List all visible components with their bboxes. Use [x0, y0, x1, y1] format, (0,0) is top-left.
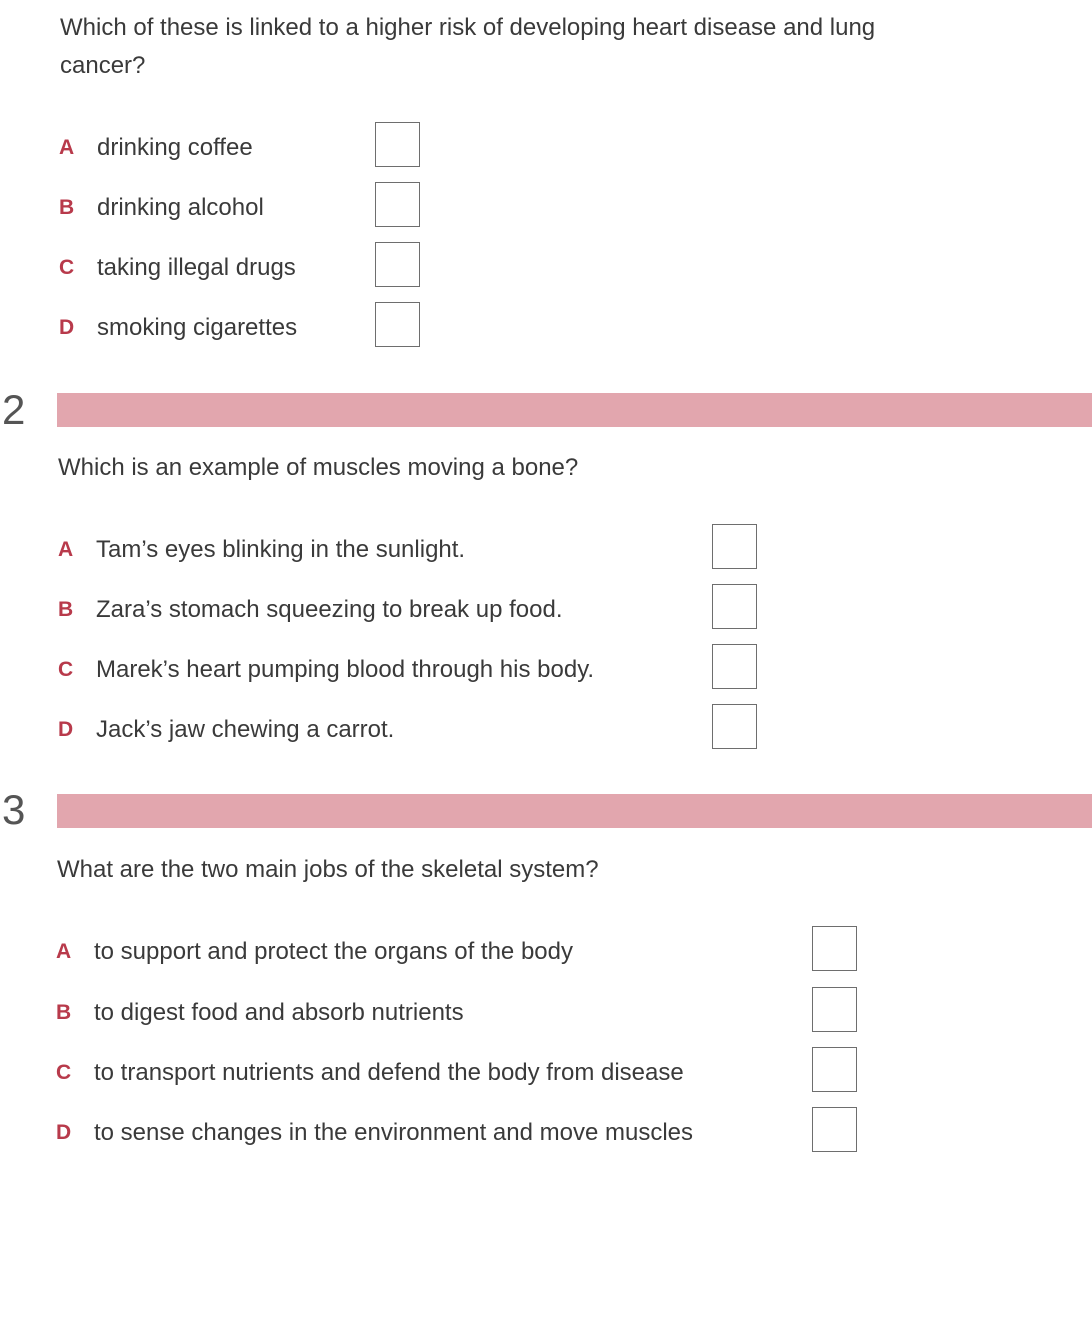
question-3-option-c-text: to transport nutrients and defend the body from disease: [94, 1059, 684, 1086]
question-2-option-a-checkbox[interactable]: [712, 524, 757, 569]
question-1-option-c-letter: C: [59, 256, 75, 279]
question-2-header-bar: [57, 393, 1092, 427]
question-2-option-c-checkbox[interactable]: [712, 644, 757, 689]
question-2-option-a-text: Tam’s eyes blinking in the sunlight.: [96, 536, 466, 563]
question-1-text: Which of these is linked to a higher risk of developing heart disease and lung cancer?: [60, 14, 876, 79]
question-2-option-d-checkbox[interactable]: [712, 704, 757, 749]
question-3-number: 3: [2, 786, 26, 833]
question-1-option-a-checkbox[interactable]: [375, 122, 420, 167]
question-1-option-a-text: drinking coffee: [97, 134, 253, 161]
question-3-option-a-letter: A: [56, 940, 72, 963]
question-1-option-d-checkbox[interactable]: [375, 302, 420, 347]
question-1-option-d-letter: D: [59, 316, 75, 339]
question-2-option-a-letter: A: [58, 538, 74, 561]
question-1-option-d-text: smoking cigarettes: [97, 314, 298, 341]
question-3-option-b-letter: B: [56, 1001, 72, 1024]
question-2-option-d-text: Jack’s jaw chewing a carrot.: [96, 716, 395, 743]
question-3-option-d-letter: D: [56, 1121, 72, 1144]
question-3-option-a-text: to support and protect the organs of the body: [94, 938, 573, 965]
question-3-option-b-checkbox[interactable]: [812, 987, 857, 1032]
question-1-option-c-checkbox[interactable]: [375, 242, 420, 287]
question-2-option-b-checkbox[interactable]: [712, 584, 757, 629]
question-3-option-c-checkbox[interactable]: [812, 1047, 857, 1092]
question-3-text: What are the two main jobs of the skeletal system?: [57, 856, 599, 883]
question-1-option-b-letter: B: [59, 196, 75, 219]
question-2-option-b-text: Zara’s stomach squeezing to break up food.: [96, 596, 563, 623]
question-1-option-a-letter: A: [59, 136, 75, 159]
question-2-option-c-letter: C: [58, 658, 74, 681]
question-2-option-c-text: Marek’s heart pumping blood through his body.: [96, 656, 595, 683]
question-2-text: Which is an example of muscles moving a bone?: [58, 454, 579, 481]
question-2-option-b-letter: B: [58, 598, 74, 621]
question-3-header-bar: [57, 794, 1092, 828]
question-3-option-b-text: to digest food and absorb nutrients: [94, 999, 464, 1026]
question-1-option-c-text: taking illegal drugs: [97, 254, 296, 281]
question-3-option-a-checkbox[interactable]: [812, 926, 857, 971]
question-3-option-d-checkbox[interactable]: [812, 1107, 857, 1152]
question-2-number: 2: [2, 386, 26, 433]
question-3-option-c-letter: C: [56, 1061, 72, 1084]
question-3-option-d-text: to sense changes in the environment and move muscles: [94, 1119, 694, 1146]
question-2-option-d-letter: D: [58, 718, 74, 741]
question-1-option-b-text: drinking alcohol: [97, 194, 264, 221]
question-1-option-b-checkbox[interactable]: [375, 182, 420, 227]
